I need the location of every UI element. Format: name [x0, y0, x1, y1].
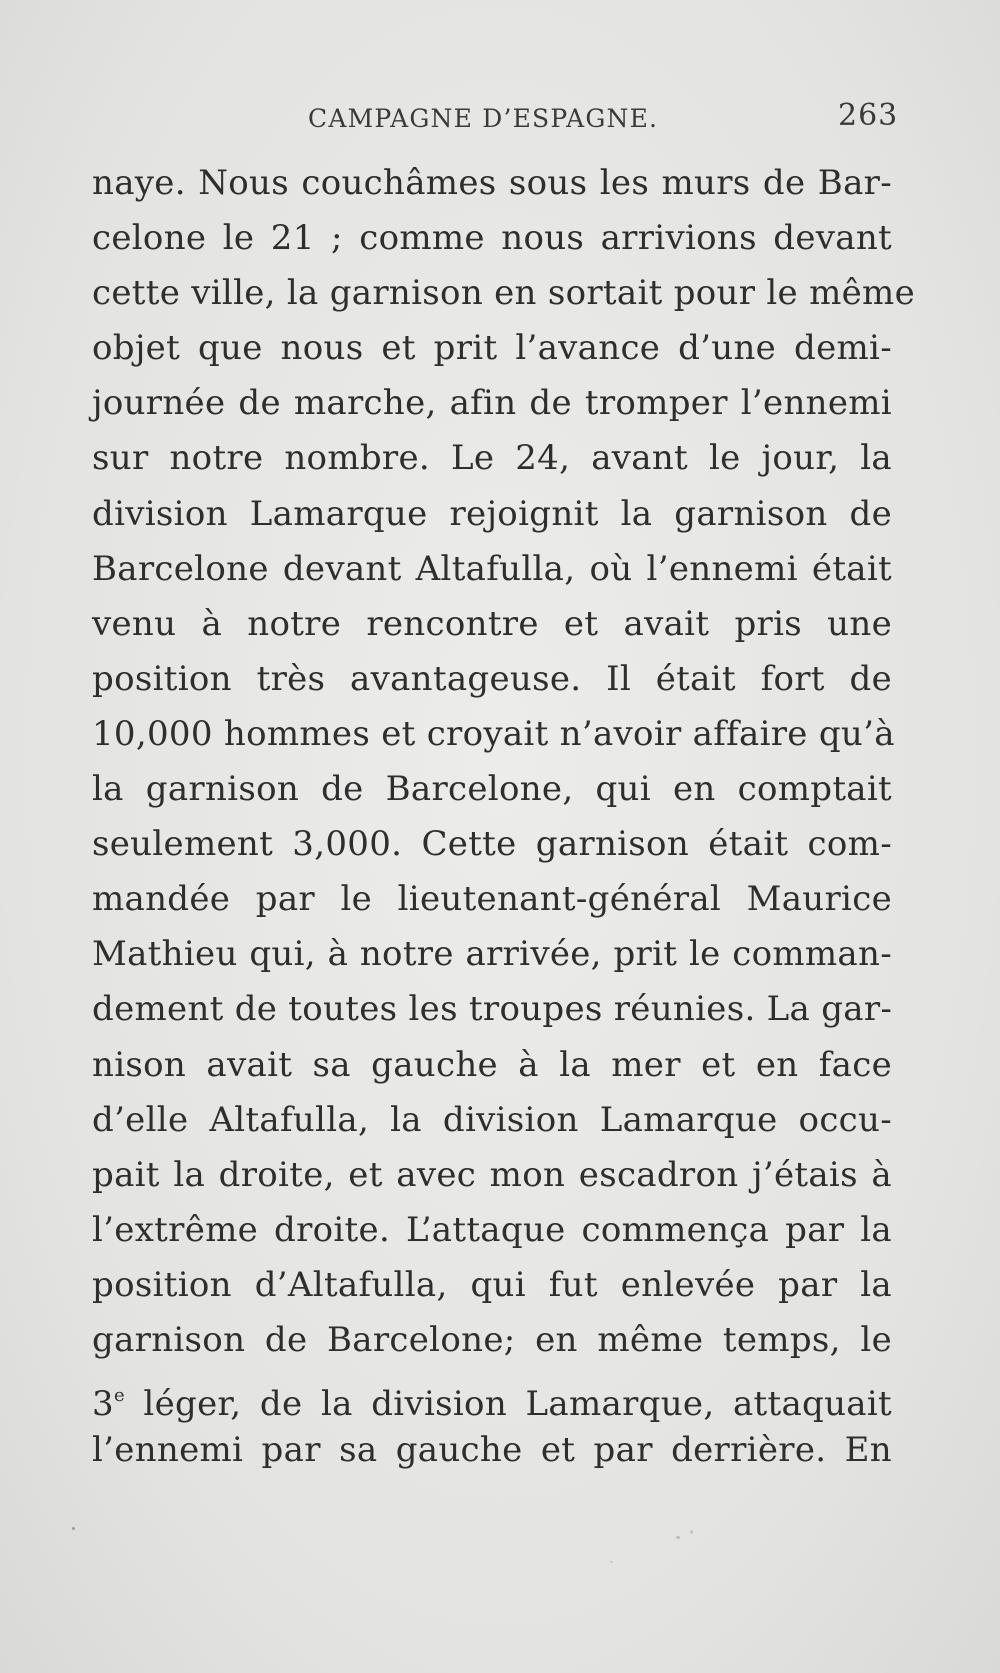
text-line: mandée par le lieutenant-général Maurice: [92, 879, 892, 920]
text-line: objet que nous et prit l’avance d’une demi-: [92, 328, 892, 369]
text-line: celone le 21 ; comme nous arrivions devant: [92, 218, 892, 259]
text-line: Mathieu qui, à notre arrivée, prit le comman-: [92, 934, 892, 975]
text-line: nison avait sa gauche à la mer et en face: [92, 1044, 892, 1085]
text-line: l’extrême droite. L’attaque commença par la: [92, 1209, 892, 1250]
text-line-rest: léger, de la division Lamarque, attaquait: [124, 1384, 892, 1425]
text-line: position très avantageuse. Il était fort de: [92, 658, 892, 699]
text-line: Barcelone devant Altafulla, où l’ennemi était: [92, 548, 892, 589]
ordinal-superscript: e: [113, 1385, 125, 1407]
text-line: naye. Nous couchâmes sous les murs de Bar-: [92, 163, 892, 203]
paper-speck: [610, 1561, 613, 1563]
ordinal-number: 3: [92, 1384, 114, 1425]
text-line: sur notre nombre. Le 24, avant le jour, la: [92, 438, 892, 479]
page-number: 263: [838, 98, 899, 133]
paper-speck: [72, 1527, 75, 1530]
text-line: 10,000 hommes et croyait n’avoir affaire qu’à: [92, 713, 895, 754]
text-line: garnison de Barcelone; en même temps, le: [92, 1319, 892, 1360]
text-line: l’ennemi par sa gauche et par derrière. En: [92, 1430, 892, 1471]
running-head: [0, 98, 1000, 138]
text-line: [92, 1368, 892, 1423]
text-line: cette ville, la garnison en sortait pour le même: [92, 273, 916, 314]
body-text: [92, 156, 916, 1478]
text-line: dement de toutes les troupes réunies. La gar-: [92, 989, 893, 1030]
text-line: venu à notre rencontre et avait pris une: [92, 603, 892, 644]
text-line: la garnison de Barcelone, qui en comptait: [92, 769, 892, 810]
text-line: seulement 3,000. Cette garnison était com-: [92, 824, 892, 865]
text-line: journée de marche, afin de tromper l’ennemi: [92, 383, 892, 424]
text-line: d’elle Altafulla, la division Lamarque occu-: [92, 1099, 892, 1140]
text-line: position d’Altafulla, qui fut enlevée par la: [92, 1264, 892, 1305]
paper-speck: [690, 1530, 693, 1534]
paper-speck: [676, 1536, 680, 1539]
text-line: division Lamarque rejoignit la garnison de: [92, 493, 892, 534]
text-line: pait la droite, et avec mon escadron j’étais à: [92, 1154, 892, 1195]
running-title: CAMPAGNE D’ESPAGNE.: [308, 104, 659, 133]
